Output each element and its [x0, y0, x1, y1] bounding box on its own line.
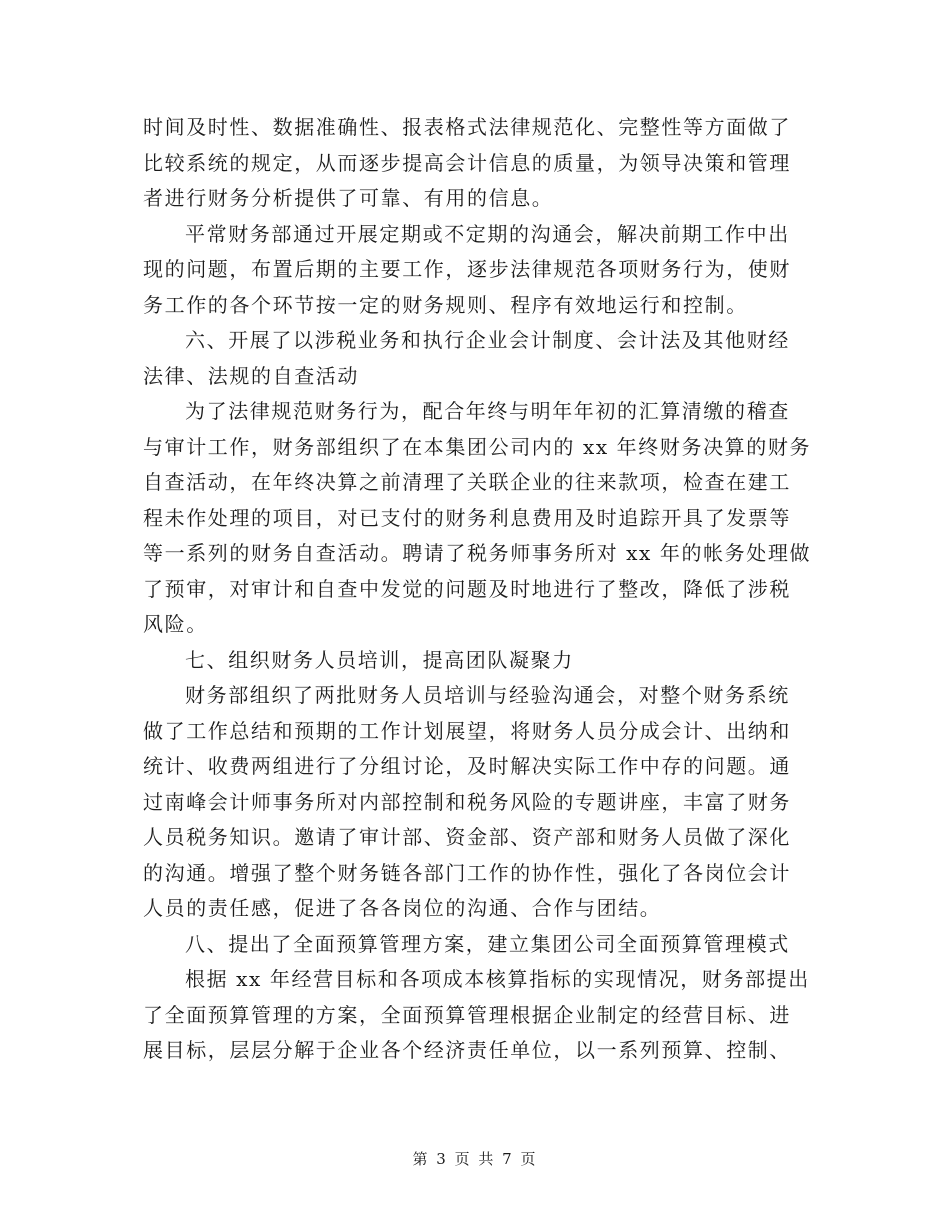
text-line: 做了工作总结和预期的工作计划展望，将财务人员分成会计、出纳和 [143, 718, 791, 743]
text-line: 七、组织财务人员培训，提高团队凝聚力 [185, 647, 574, 672]
text-line: 展目标，层层分解于企业各个经济责任单位，以一系列预算、控制、 [143, 1038, 791, 1062]
text-line: 务工作的各个环节按一定的财务规则、程序有效地运行和控制。 [143, 292, 748, 317]
text-line: 现的问题，布置后期的主要工作，逐步法律规范各项财务行为，使财 [143, 257, 791, 281]
text-line: 了全面预算管理的方案，全面预算管理根据企业制定的经营目标、进 [143, 1002, 791, 1027]
text-line: 程未作处理的项目，对已支付的财务利息费用及时追踪开具了发票等 [143, 505, 791, 530]
text-line: 时间及时性、数据准确性、报表格式法律规范化、完整性等方面做了 [143, 115, 791, 139]
text-line: 过南峰会计师事务所对内部控制和税务风险的专题讲座，丰富了财务 [143, 789, 791, 814]
text-line: 与审计工作，财务部组织了在本集团公司内的 xx 年终财务决算的财务 [143, 434, 812, 459]
text-line: 者进行财务分析提供了可靠、有用的信息。 [143, 186, 554, 210]
text-line: 六、开展了以涉税业务和执行企业会计制度、会计法及其他财经 [185, 328, 790, 352]
text-line: 了预审，对审计和自查中发觉的问题及时地进行了整改，降低了涉税 [143, 576, 791, 601]
text-line: 自查活动，在年终决算之前清理了关联企业的往来款项，检查在建工 [143, 470, 791, 494]
page-footer: 第 3 页 共 7 页 [412, 1150, 538, 1168]
text-line: 平常财务部通过开展定期或不定期的沟通会，解决前期工作中出 [185, 221, 790, 246]
text-line: 根据 xx 年经营目标和各项成本核算指标的实现情况，财务部提出 [185, 967, 810, 991]
text-line: 比较系统的规定，从而逐步提高会计信息的质量，为领导决策和管理 [143, 150, 791, 175]
body-text [143, 110, 812, 1069]
text-line: 风险。 [143, 612, 208, 636]
text-line: 人员的责任感，促进了各各岗位的沟通、合作与团结。 [143, 896, 662, 920]
text-line: 人员税务知识。邀请了审计部、资金部、资产部和财务人员做了深化 [143, 825, 791, 849]
text-line: 为了法律规范财务行为，配合年终与明年年初的汇算清缴的稽查 [185, 399, 790, 423]
text-line: 统计、收费两组进行了分组讨论，及时解决实际工作中存的问题。通 [143, 754, 791, 778]
text-line: 的沟通。增强了整个财务链各部门工作的协作性，强化了各岗位会计 [143, 860, 791, 885]
text-line: 等一系列的财务自查活动。聘请了税务师事务所对 xx 年的帐务处理做 [143, 541, 812, 565]
text-line: 八、提出了全面预算管理方案，建立集团公司全面预算管理模式 [185, 931, 790, 956]
text-line: 财务部组织了两批财务人员培训与经验沟通会，对整个财务系统 [185, 683, 790, 707]
text-line: 法律、法规的自查活动 [143, 363, 359, 388]
